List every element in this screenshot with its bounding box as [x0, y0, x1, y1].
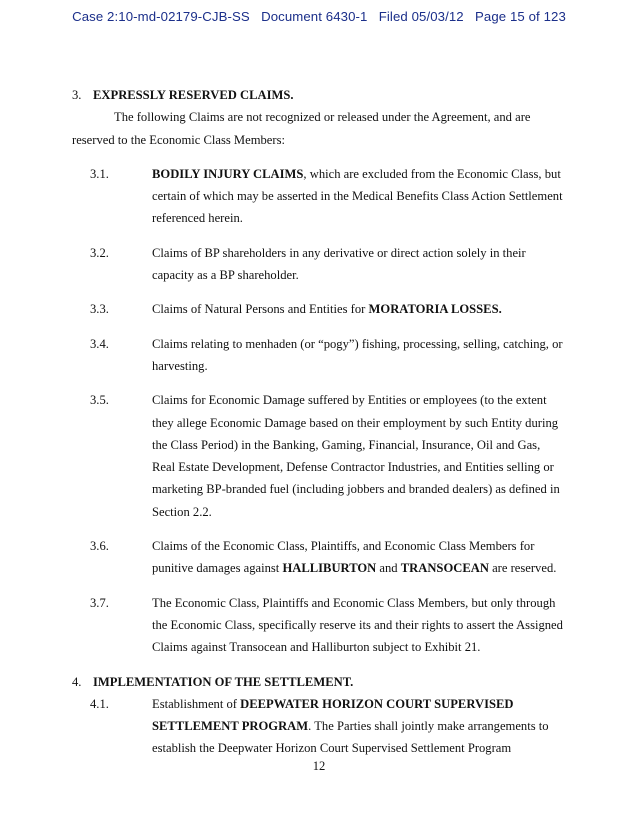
- section-title: EXPRESSLY RESERVED CLAIMS.: [93, 88, 294, 102]
- clause-text: . The Parties shall jointly make arrangements to establish the Deepwater Horizon Court Supervised Settlement Program: [152, 719, 549, 756]
- section-3-intro: The following Claims are not recognized or released under the Agreement, and are reserved to the Economic Class Members:: [72, 110, 531, 147]
- case-header: [0, 9, 638, 24]
- section-number: 4.: [72, 674, 82, 689]
- clause-number: 3.1.: [90, 166, 109, 181]
- clause-text: Claims of the Economic Class, Plaintiffs, and Economic Class Members for punitive damages against: [152, 539, 535, 576]
- clause-3-4: [72, 333, 564, 378]
- clause-number: 3.5.: [90, 393, 109, 408]
- document-body: [72, 84, 564, 760]
- clause-3-2: [72, 242, 564, 287]
- clause-text: are reserved.: [488, 561, 557, 576]
- clause-3-7: [72, 592, 564, 659]
- case-number: Case 2:10-md-02179-CJB-SS: [72, 9, 250, 24]
- clause-text: Establishment of: [152, 696, 241, 711]
- clause-3-6: [72, 535, 564, 580]
- clause-number: 3.6.: [90, 539, 109, 554]
- clause-text: Claims of BP shareholders in any derivative or direct action solely in their capacity as a BP shareholder.: [152, 245, 526, 283]
- filed-date: Filed 05/03/12: [378, 9, 464, 24]
- document-number: Document 6430-1: [261, 9, 368, 24]
- page-of: Page 15 of 123: [475, 9, 566, 24]
- clause-bold: BODILY INJURY CLAIMS: [152, 166, 304, 181]
- clause-number: 3.3.: [90, 302, 109, 317]
- clause-text: Claims for Economic Damage suffered by Entities or employees (to the extent they allege Economic Damage based on their employment by such Entity during the Class Period) in the Banking, Gaming, Financial, Insurance, Oil and Gas, Real Estate Development, Defense Contractor Industries, and Entities selling or marketing BP-branded fuel (including jobbers and branded dealers) as defined in Section 2.2.: [152, 393, 560, 519]
- clause-text: The Economic Class, Plaintiffs and Economic Class Members, but only through the Economic Class, specifically reserve its and their rights to assert the Assigned Claims against Transocean and Halliburton subject to Exhibit 21.: [152, 595, 563, 655]
- clause-text: and: [376, 561, 401, 576]
- clause-3-5: [72, 389, 564, 523]
- clause-bold-halliburton: HALLIBURTON: [282, 561, 377, 576]
- section-3-heading: [72, 84, 564, 106]
- clause-bold: MORATORIA LOSSES.: [368, 302, 502, 317]
- clause-text: Claims of Natural Persons and Entities for: [152, 302, 369, 317]
- clause-3-3: [72, 298, 564, 320]
- clause-number: 3.4.: [90, 336, 109, 351]
- clause-text: Claims relating to menhaden (or “pogy”) fishing, processing, selling, catching, or harvesting.: [152, 336, 563, 373]
- section-4-heading: [72, 671, 564, 693]
- clause-bold-transocean: TRANSOCEAN: [400, 561, 489, 576]
- clause-number: 4.1.: [90, 696, 109, 711]
- clause-3-1: [72, 163, 564, 230]
- clause-number: 3.2.: [90, 245, 109, 260]
- clause-number: 3.7.: [90, 595, 109, 610]
- page-number: 12: [312, 759, 326, 773]
- clause-4-1: [72, 693, 564, 760]
- section-number: 3.: [72, 88, 82, 102]
- clause-bold: DEEPWATER HORIZON COURT SUPERVISED SETTLEMENT PROGRAM: [152, 696, 514, 734]
- clause-text: , which are excluded from the Economic Class, but certain of which may be asserted in the Medical Benefits Class Action Settlement referenced herein.: [152, 166, 563, 226]
- section-title: IMPLEMENTATION OF THE SETTLEMENT.: [93, 674, 354, 689]
